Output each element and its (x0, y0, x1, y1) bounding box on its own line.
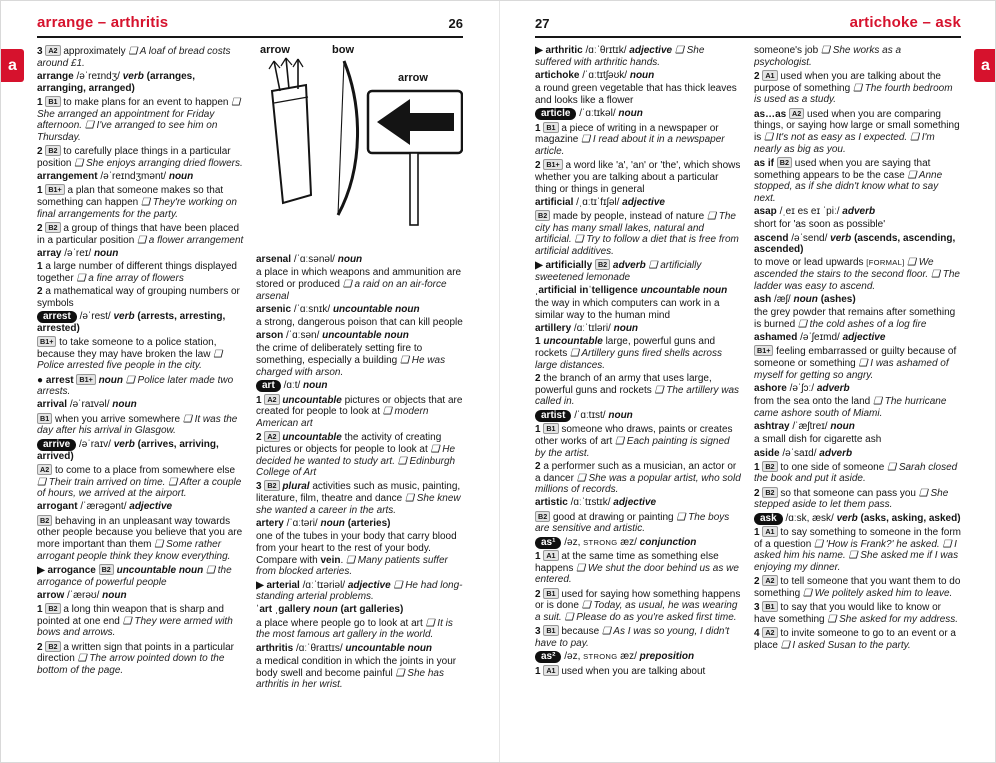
dictionary-entry: B1+ feeling embarrassed or guilty because of someone or something ❑ I was ashamed of myself for getting so angry. (754, 346, 957, 381)
dictionary-entry: ▶ artificially B2 adverb ❑ artificially sweetened lemonade (535, 260, 702, 283)
dictionary-entry: artistic /ɑːˈtɪstɪk/ adjective (535, 497, 657, 509)
dictionary-entry: one of the tubes in your body that carry blood from your heart to the rest of your body. Compare with vein. ❑ Many patients suffer from blocked arteries. (256, 531, 457, 578)
dictionary-entry: 2 B2 a written sign that points in a particular direction ❑ The arrow pointed down to the bottom of the page. (37, 641, 234, 677)
dictionary-entry: 2 B2 to carefully place things in a particular position ❑ She enjoys arranging dried flowers. (37, 146, 243, 169)
dictionary-entry: a strong, dangerous poison that can kill people (256, 317, 463, 329)
dictionary-entry: aside /əˈsaɪd/ adverb (754, 447, 853, 459)
column-26-1 (37, 45, 244, 743)
dictionary-entry: 2 A2 uncountable the activity of creating pictures or objects for people to look at ❑ He decided he wanted to study art. ❑ Edinburgh College of Art (256, 432, 456, 479)
page-number-right: 27 (535, 16, 550, 31)
dictionary-entry: ▶ arrogance B2 uncountable noun ❑ the arrogance of powerful people (37, 564, 232, 588)
dictionary-entry: ash /æʃ/ noun (ashes) (754, 294, 856, 306)
dictionary-entry: to move or lead upwards [FORMAL] ❑ We ascended the stairs to the second floor. ❑ The ladder was easy to ascend. (754, 257, 960, 292)
dictionary-entry: 1 A1 to say something to someone in the form of a question ❑ 'How is Frank?' he asked. ❑ I asked him his name. ❑ She asked me if I was enjoying my dinner. (754, 527, 961, 574)
dictionary-entry: 1 B1 someone who draws, paints or creates other works of art ❑ Each painting is signed by the artist. (535, 424, 733, 459)
page-header-right (535, 14, 961, 38)
dictionary-entry: B1 when you arrive somewhere ❑ It was the day after his arrival in Glasgow. (37, 413, 238, 437)
guide-words-left: arrange – arthritis (37, 14, 169, 31)
page-header-left (37, 14, 463, 38)
dictionary-entry: artery /ˈɑːtəri/ noun (arteries) (256, 518, 391, 530)
column-27-1 (535, 45, 742, 743)
illustration-label-arrow: arrow (260, 45, 290, 56)
dictionary-entry: 2 B1 used for saying how something happens or is done ❑ Today, as usual, he was wearing a suit. ❑ Please do as you're asked first time. (535, 588, 741, 624)
dictionary-entry: 3 B1 to say that you would like to know or have something ❑ She asked for my address. (754, 602, 959, 625)
dictionary-entry: 1 B1+ a plan that someone makes so that something can happen ❑ They're working on final arrangements for the party. (37, 185, 237, 220)
dictionary-entry: 3 B2 plural activities such as music, painting, literature, film, theatre and dance ❑ She knew she wanted a career in the arts. (256, 481, 461, 516)
letter-tab-left: a (1, 49, 24, 82)
dictionary-entry: B2 made by people, instead of nature ❑ The city has many small lakes, natural and artificial. ❑ Try to follow a diet that is free from artificial additives. (535, 210, 739, 258)
dictionary-entry: 2 A1 used when you are talking about the purpose of something ❑ The fourth bedroom is used as a study. (754, 70, 953, 106)
dictionary-entry: article /ˈɑːtɪkəl/ noun (535, 108, 742, 120)
dictionary-entry: 1 B1 a piece of writing in a newspaper or magazine ❑ I read about it in a newspaper article. (535, 122, 725, 157)
dictionary-entry: a round green vegetable that has thick leaves and looks like a flower (535, 83, 737, 106)
dictionary-entry: 1 a large number of different things displayed together ❑ a fine array of flowers (37, 260, 237, 284)
arrow-bow-sign-drawing (256, 45, 463, 250)
dictionary-entry: 1 A2 uncountable pictures or objects that are created for people to look at ❑ modern American art (256, 394, 463, 429)
dictionary-entry: as² /əz, STRONG æz/ preposition (535, 651, 742, 663)
dictionary-entry: B2 behaving in an unpleasant way towards other people because you believe that you are more important than them ❑ Some rather arrogant people think they know everything. (37, 515, 243, 562)
dictionary-entry: arrogant /ˈærəɡənt/ adjective (37, 501, 173, 513)
dictionary-entry: 2 a mathematical way of grouping numbers or symbols (37, 285, 240, 309)
page-27-columns (535, 45, 961, 743)
guide-words-right: artichoke – ask (849, 14, 961, 31)
dictionary-entry: from the sea onto the land ❑ The hurricane came ashore south of Miami. (754, 396, 947, 419)
dictionary-entry: arrange /əˈreɪndʒ/ verb (arranges, arranging, arranged) (37, 70, 195, 94)
dictionary-entry: artillery /ɑːˈtɪləri/ noun (535, 323, 639, 335)
dictionary-entry: ashtray /ˈæʃtreɪ/ noun (754, 421, 855, 433)
dictionary-entry: as…as A2 used when you are comparing things, or saying how large or small something is ❑ It's not as easy as I expected. ❑ I'm nearly as big as you. (754, 108, 960, 155)
dictionary-entry: 3 A2 approximately ❑ A loaf of bread costs around £1. (37, 46, 231, 69)
dictionary-entry: ˈart ˌgallery noun (art galleries) (256, 604, 404, 616)
dictionary-entry: ashore /əˈʃɔː/ adverb (754, 382, 850, 394)
dictionary-entry: asap /ˌeɪ es eɪ ˈpiː/ adverb (754, 206, 876, 218)
dictionary-entry: the way in which computers can work in a similar way to the human mind (535, 298, 720, 322)
dictionary-entry: ascend /əˈsend/ verb (ascends, ascending, ascended) (754, 232, 956, 256)
dictionary-entry: someone's job ❑ She works as a psychologist. (754, 45, 902, 68)
dictionary-entry: short for 'as soon as possible' (754, 219, 886, 231)
dictionary-entry: 1 B2 a long thin weapon that is sharp and pointed at one end ❑ They were armed with bows and arrows. (37, 604, 233, 639)
dictionary-entry: 2 A2 to tell someone that you want them to do something ❑ We politely asked him to leave. (754, 576, 961, 600)
dictionary-entry: ˌartificial inˈtelligence uncountable noun (535, 285, 728, 297)
dictionary-entry: the grey powder that remains after something is burned ❑ the cold ashes of a log fire (754, 307, 956, 330)
dictionary-entry: ask /ɑːsk, æsk/ verb (asks, asking, asked) (754, 513, 961, 525)
page-26-columns (37, 45, 463, 743)
dictionary-entry: arrow /ˈærəʊ/ noun (37, 589, 127, 601)
dictionary-entry: as¹ /əz, STRONG æz/ conjunction (535, 537, 742, 549)
dictionary-entry: 2 B2 so that someone can pass you ❑ She stepped aside to let them pass. (754, 487, 949, 511)
dictionary-entry: a medical condition in which the joints in your body swell and become painful ❑ She has arthritis in her wrist. (256, 655, 457, 691)
dictionary-entry: as if B2 used when you are saying that something appears to be the case ❑ Anne stopped, as if she didn't know what to say next. (754, 157, 943, 204)
dictionary-entry: 2 B2 a group of things that have been placed in a particular position ❑ a flower arrangement (37, 222, 244, 246)
dictionary-entry: arsenal /ˈɑːsənəl/ noun (256, 254, 363, 265)
dictionary-entry: 3 B1 because ❑ As I was so young, I didn't have to pay. (535, 626, 730, 649)
column-26-2 (256, 45, 463, 743)
dictionary-entry: arrive /əˈraɪv/ verb (arrives, arriving, arrived) (37, 438, 219, 462)
dictionary-entry: a place in which weapons and ammunition are stored or produced ❑ a raid on an air-force arsenal (256, 267, 462, 302)
page-26 (1, 1, 499, 763)
dictionary-entry: arson /ˈɑːsən/ uncountable noun (256, 330, 409, 342)
dictionary-entry: 4 A2 to invite someone to go to an event or a place ❑ I asked Susan to the party. (754, 628, 956, 651)
dictionary-entry: art /ɑːt/ noun (256, 380, 463, 392)
dictionary-entry: arrest /əˈrest/ verb (arrests, arresting, arrested) (37, 310, 226, 334)
dictionary-entry: 2 the branch of an army that uses large, powerful guns and rockets ❑ The artillery was called in. (535, 373, 740, 408)
page-27 (499, 1, 996, 763)
page-number-left: 26 (448, 16, 463, 31)
dictionary-entry: ▶ arthritic /ɑːˈθrɪtɪk/ adjective ❑ She suffered with arthritic hands. (535, 45, 705, 68)
illustration-label-arrow-sign: arrow (398, 72, 428, 84)
dictionary-entry: arthritis /ɑːˈθraɪtɪs/ uncountable noun (256, 642, 433, 654)
dictionary-entry: a place where people go to look at art ❑ It is the most famous art gallery in the world. (256, 617, 453, 641)
dictionary-entry: 1 B2 to one side of someone ❑ Sarah closed the book and put it aside. (754, 461, 958, 485)
column-27-2 (754, 45, 961, 743)
dictionary-entry: A2 to come to a place from somewhere else ❑ Their train arrived on time. ❑ After a couple of hours, we arrived at the airport. (37, 464, 242, 500)
dictionary-entry: arsenic /ˈɑːsnɪk/ uncountable noun (256, 303, 420, 315)
letter-tab-right: a (974, 49, 996, 82)
dictionary-entry: ▶ arterial /ɑːˈtɪəriəl/ adjective ❑ He had long-standing arterial problems. (256, 579, 463, 603)
dictionary-entry: ashamed /əˈʃeɪmd/ adjective (754, 332, 886, 344)
dictionary-entry: 1 uncountable large, powerful guns and rockets ❑ Artillery guns fired shells across large distances. (535, 336, 722, 371)
dictionary-entry: ● arrest B1+ noun ❑ Police later made two arrests. (37, 374, 234, 398)
dictionary-entry: 1 B1 to make plans for an event to happen ❑ She arranged an appointment for Friday afternoon. ❑ I've arranged to see him on Thursday. (37, 96, 241, 143)
dictionary-entry: array /əˈreɪ/ noun (37, 247, 119, 259)
dictionary-entry: arrival /əˈraɪvəl/ noun (37, 399, 137, 411)
column-26-2-entries (256, 254, 463, 691)
dictionary-entry: 2 a performer such as a musician, an actor or a dancer ❑ She was a popular artist, who sold millions of records. (535, 460, 741, 496)
dictionary-entry: artist /ˈɑːtɪst/ noun (535, 410, 742, 422)
dictionary-entry: arrangement /əˈreɪndʒmənt/ noun (37, 171, 194, 183)
dictionary-entry: the crime of deliberately setting fire to something, especially a building ❑ He was charged with arson. (256, 343, 446, 378)
dictionary-entry: B1+ to take someone to a police station, because they may have broken the law ❑ Police arrested five people in the city. (37, 336, 223, 372)
illustration-label-bow: bow (332, 45, 354, 56)
dictionary-entry: a small dish for cigarette ash (754, 434, 882, 446)
dictionary-entry: artificial /ˌɑːtɪˈfɪʃəl/ adjective (535, 196, 665, 208)
dictionary-entry: 1 A1 used when you are talking about (535, 665, 706, 677)
dictionary-entry: 2 B1+ a word like 'a', 'an' or 'the', which shows whether you are talking about a particular thing or things in general (535, 160, 741, 195)
dictionary-entry: 1 A1 at the same time as something else happens ❑ We shut the door behind us as we entered. (535, 551, 739, 586)
dictionary-entry: artichoke /ˈɑːtɪtʃəʊk/ noun (535, 69, 655, 81)
arrow-bow-illustration (256, 45, 463, 250)
dictionary-entry: B2 good at drawing or painting ❑ The boys are sensitive and artistic. (535, 511, 730, 535)
